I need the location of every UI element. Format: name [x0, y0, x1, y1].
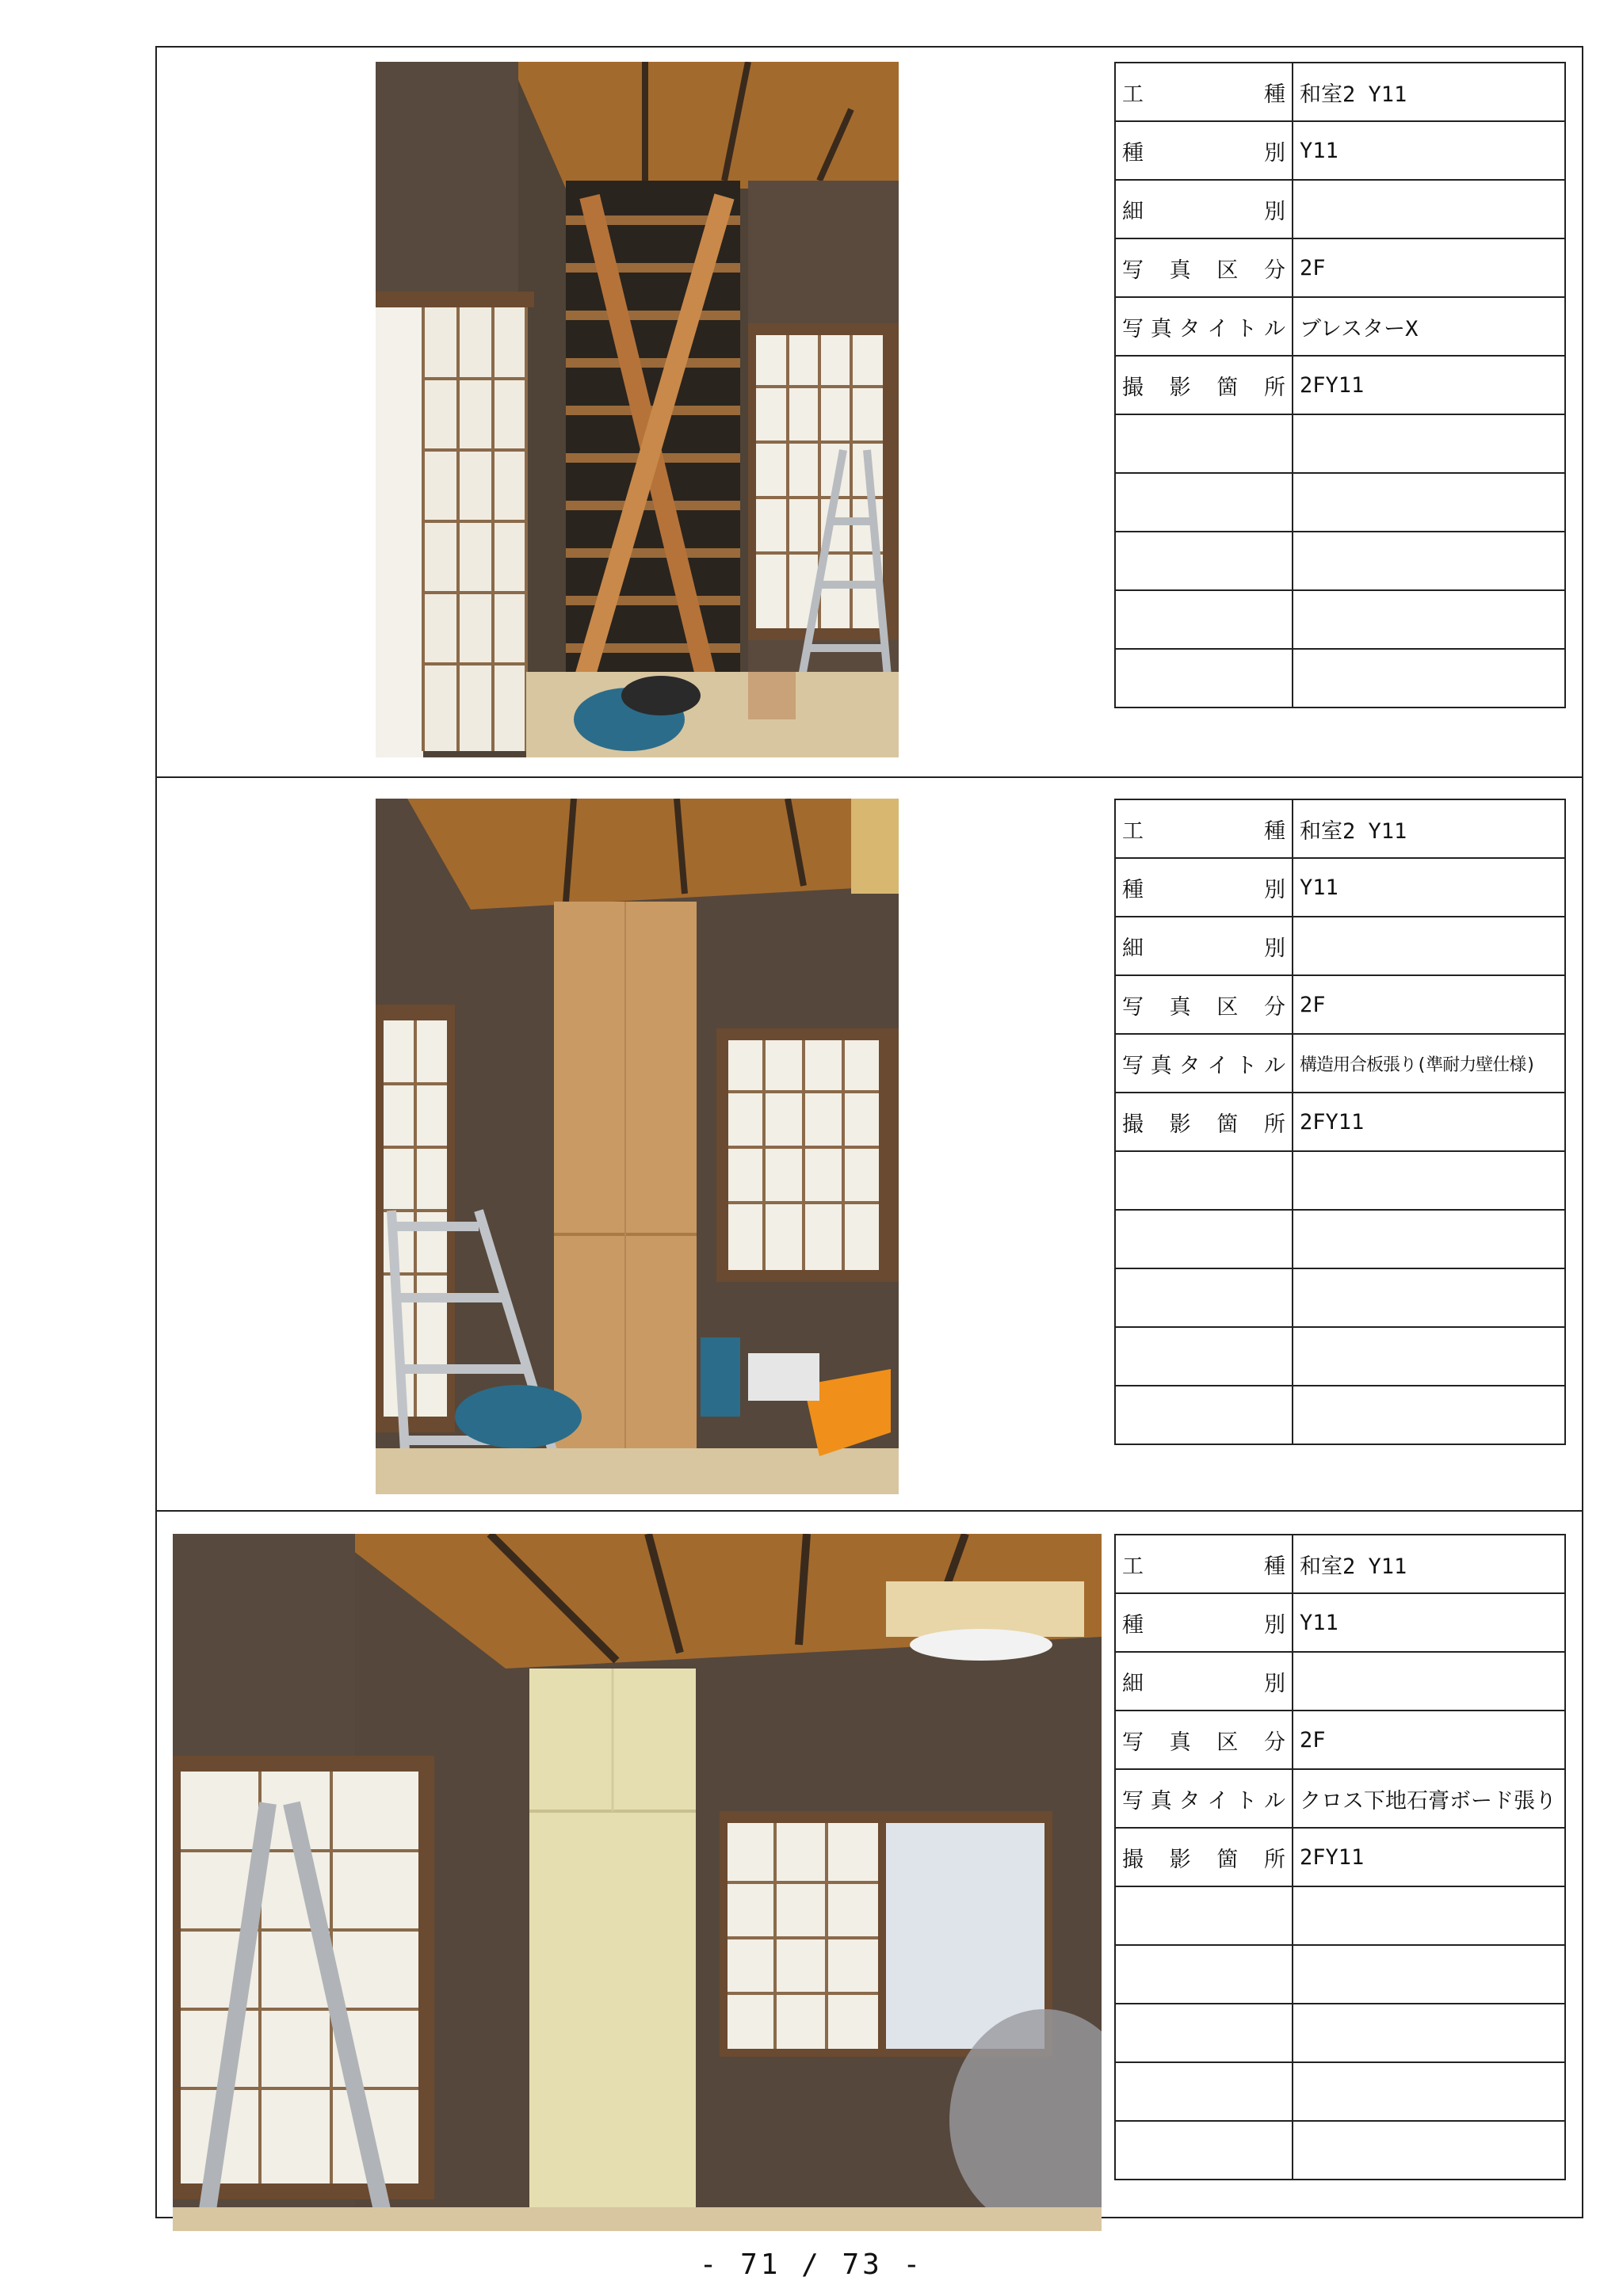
row-saibetsu — [1115, 180, 1565, 238]
row-saibetsu — [1115, 917, 1565, 975]
empty-row — [1115, 1268, 1565, 1327]
label-place: 撮 影 箇 所 — [1115, 1093, 1293, 1151]
empty-row — [1115, 1327, 1565, 1386]
label-kouji: 工 種 — [1115, 799, 1293, 858]
photo-gypsum-board — [173, 1534, 1102, 2231]
row-title — [1115, 297, 1565, 356]
row-kouji — [1115, 799, 1565, 858]
value-place: 2FY11 — [1293, 356, 1565, 414]
label-kubun: 写 真 区 分 — [1115, 1711, 1293, 1769]
row-place — [1115, 1828, 1565, 1886]
photo-info-table — [1114, 1534, 1566, 2180]
row-divider — [155, 776, 1583, 778]
row-title — [1115, 1034, 1565, 1093]
photo-brace-x — [376, 62, 899, 757]
label-place: 撮 影 箇 所 — [1115, 356, 1293, 414]
empty-row — [1115, 1151, 1565, 1210]
empty-row — [1115, 2062, 1565, 2121]
empty-row — [1115, 1945, 1565, 2004]
label-kubun: 写 真 区 分 — [1115, 975, 1293, 1034]
empty-row — [1115, 1886, 1565, 1945]
empty-row — [1115, 2004, 1565, 2062]
value-shubetsu: Y11 — [1293, 858, 1565, 917]
label-title: 写 真 タ イ ト ル — [1115, 1034, 1293, 1093]
value-kouji: 和室2 Y11 — [1293, 799, 1565, 858]
label-shubetsu: 種 別 — [1115, 121, 1293, 180]
value-place: 2FY11 — [1293, 1828, 1565, 1886]
value-title: 構造用合板張り(準耐力壁仕様) — [1293, 1034, 1565, 1093]
row-kouji — [1115, 1535, 1565, 1593]
value-kouji: 和室2 Y11 — [1293, 1535, 1565, 1593]
photo-info-table — [1114, 799, 1566, 1445]
value-shubetsu: Y11 — [1293, 121, 1565, 180]
row-place — [1115, 356, 1565, 414]
row-shubetsu — [1115, 121, 1565, 180]
page-number: - 71 / 73 - — [699, 2248, 924, 2281]
value-shubetsu: Y11 — [1293, 1593, 1565, 1652]
label-shubetsu: 種 別 — [1115, 858, 1293, 917]
value-kubun: 2F — [1293, 1711, 1565, 1769]
empty-row — [1115, 2121, 1565, 2180]
label-shubetsu: 種 別 — [1115, 1593, 1293, 1652]
photo-info-table — [1114, 62, 1566, 708]
value-saibetsu — [1293, 917, 1565, 975]
row-kubun — [1115, 975, 1565, 1034]
empty-row — [1115, 414, 1565, 473]
value-kouji: 和室2 Y11 — [1293, 63, 1565, 121]
row-shubetsu — [1115, 858, 1565, 917]
empty-row — [1115, 1210, 1565, 1268]
label-title: 写 真 タ イ ト ル — [1115, 297, 1293, 356]
row-saibetsu — [1115, 1652, 1565, 1711]
empty-row — [1115, 590, 1565, 649]
row-shubetsu — [1115, 1593, 1565, 1652]
value-title: ブレスターX — [1293, 297, 1565, 356]
label-saibetsu: 細 別 — [1115, 917, 1293, 975]
label-saibetsu: 細 別 — [1115, 1652, 1293, 1711]
value-saibetsu — [1293, 180, 1565, 238]
row-kubun — [1115, 238, 1565, 297]
empty-row — [1115, 532, 1565, 590]
empty-row — [1115, 1386, 1565, 1444]
value-place: 2FY11 — [1293, 1093, 1565, 1151]
empty-row — [1115, 649, 1565, 707]
value-kubun: 2F — [1293, 238, 1565, 297]
value-title: クロス下地石膏ボード張り — [1293, 1769, 1565, 1828]
label-kubun: 写 真 区 分 — [1115, 238, 1293, 297]
label-place: 撮 影 箇 所 — [1115, 1828, 1293, 1886]
row-kubun — [1115, 1711, 1565, 1769]
value-kubun: 2F — [1293, 975, 1565, 1034]
row-divider — [155, 1510, 1583, 1512]
empty-row — [1115, 473, 1565, 532]
row-place — [1115, 1093, 1565, 1151]
label-title: 写 真 タ イ ト ル — [1115, 1769, 1293, 1828]
label-kouji: 工 種 — [1115, 1535, 1293, 1593]
photo-plywood — [376, 799, 899, 1494]
row-title — [1115, 1769, 1565, 1828]
label-saibetsu: 細 別 — [1115, 180, 1293, 238]
value-saibetsu — [1293, 1652, 1565, 1711]
label-kouji: 工 種 — [1115, 63, 1293, 121]
row-kouji — [1115, 63, 1565, 121]
